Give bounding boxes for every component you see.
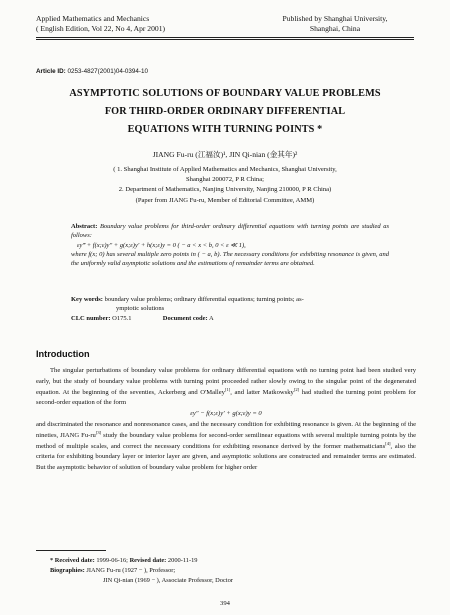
footnote-rule bbox=[36, 550, 106, 551]
article-id-value: 0253-4827(2001)04-0394-10 bbox=[67, 68, 149, 75]
affiliation-1: ( 1. Shanghai Institute of Applied Mathematics and Mechanics, Shanghai University, bbox=[113, 166, 337, 173]
keywords-label: Key words: bbox=[71, 296, 103, 303]
paragraph-1-text-c: had studied the turning point problem for second-order equation of the form bbox=[36, 388, 417, 407]
document-code-label: Document code: bbox=[162, 315, 208, 322]
header-rule-top bbox=[36, 37, 414, 38]
paragraph-1-text-b: , and latter Matkowsky bbox=[230, 388, 294, 396]
section-heading: Introduction bbox=[36, 349, 90, 359]
citation-2: [2] bbox=[293, 386, 300, 392]
citation-3: [3] bbox=[95, 429, 102, 435]
biography-2: JIN Qi-nian (1969 − ), Associate Professor, Doctor bbox=[103, 577, 233, 584]
revised-label: Revised date: bbox=[129, 557, 167, 564]
abstract-equation: εy‴ + f(x;ε)y″ + g(x;ε)y′ + h(x;ε)y = 0 ( − a < x < b, 0 < ε ≪ 1), bbox=[77, 241, 246, 249]
citation-1: [1] bbox=[224, 386, 231, 392]
paragraph-2-text: and discriminated the resonance and nonresonance cases, and the necessary condition for exhibiting resonance is given. At the beginning of the nineties, JIANG Fu-ru bbox=[36, 420, 416, 439]
title-line-2: FOR THIRD-ORDER ORDINARY DIFFERENTIAL bbox=[104, 106, 346, 117]
keywords-continued: ymptotic solutions bbox=[116, 305, 165, 313]
document-code-value: A bbox=[208, 315, 214, 322]
paragraph-2-text-c: , also the criteria for exhibiting boundary layer or interior layer are given, and asymptotic solutions are constructed and remainder terms are estimated. But the asymptotic behavior of solution of boundary value problem for higher order bbox=[36, 442, 416, 472]
paragraph-2 bbox=[36, 421, 416, 471]
journal-header bbox=[36, 14, 226, 34]
journal-issue: ( English Edition, Vol 22, No 4, Apr 2001) bbox=[36, 24, 166, 33]
publisher-name: Published by Shanghai University, bbox=[282, 14, 388, 23]
publisher-header bbox=[260, 14, 410, 34]
abstract-body: where f(x; 0) has several multiple zero points in ( − a, b). The necessary conditions for exhibiting resonance is given, and the uniformly valid asymptotic solutions and the estimations of remainder terms are obtained. bbox=[71, 250, 389, 268]
biography-line-1 bbox=[50, 566, 233, 576]
body-text bbox=[36, 366, 416, 474]
received-date: 1999-06-16; bbox=[96, 557, 128, 564]
paragraph-1-text: The singular perturbations of boundary value problems for ordinary differential equations with no turning point had been studied very early, but the study of boundary value problems with turning point proceeded rather slowly owing to the singular point of the degenerated equation. At the beginning of the seventies, Ackerberg and O'Malley bbox=[36, 367, 416, 396]
body-equation: εy″ − f(x;ε)y′ + g(x;ε)y = 0 bbox=[190, 410, 262, 418]
keywords bbox=[71, 295, 389, 314]
clc-label: CLC number: bbox=[71, 315, 111, 322]
revised-date: 2000-11-19 bbox=[167, 557, 198, 564]
citation-4: [4] bbox=[385, 440, 391, 446]
paragraph-1 bbox=[36, 366, 416, 409]
article-id bbox=[36, 68, 148, 75]
editor-note: (Paper from JIANG Fu-ru, Member of Editorial Committee, AMM) bbox=[135, 196, 315, 204]
article-id-label: Article ID: bbox=[36, 68, 66, 75]
journal-name: Applied Mathematics and Mechanics bbox=[36, 14, 150, 23]
authors: JIANG Fu-ru (江福汝)¹, JIN Qi-nian (金其年)² bbox=[152, 150, 298, 159]
page-number: 394 bbox=[220, 600, 230, 607]
title-line-3: EQUATIONS WITH TURNING POINTS * bbox=[127, 124, 323, 135]
footnote bbox=[50, 556, 233, 586]
abstract-label: Abstract: bbox=[71, 223, 98, 230]
paper-title bbox=[40, 85, 410, 139]
biography-1: JIANG Fu-ru (1927 − ), Professor; bbox=[86, 567, 176, 574]
header-rule-bottom bbox=[36, 39, 414, 40]
keywords-text: boundary value problems; ordinary differential equations; turning points; as- bbox=[104, 296, 304, 303]
clc-value: O175.1 bbox=[112, 315, 132, 322]
abstract-intro: Boundary value problems for third-order ordinary differential equations with turning points are studied as follows: bbox=[71, 223, 390, 240]
abstract bbox=[71, 222, 389, 268]
title-line-1: ASYMPTOTIC SOLUTIONS OF BOUNDARY VALUE PROBLEMS bbox=[69, 88, 381, 99]
dates-line bbox=[50, 556, 233, 566]
biographies-label: Biographies: bbox=[50, 567, 85, 574]
received-label: * Received date: bbox=[50, 557, 95, 564]
affiliation-2: 2. Department of Mathematics, Nanjing University, Nanjing 210000, P R China) bbox=[118, 186, 332, 194]
classification bbox=[71, 315, 214, 322]
publisher-location: Shanghai, China bbox=[309, 24, 361, 33]
paragraph-2-text-b: study the boundary value problems for second-order semilinear equations with several multiple turning points by the method of multiple scales, and correct the necessary conditions for exhibiting resonance derived by the former mathematicians bbox=[36, 431, 417, 450]
affiliation-1-city: Shanghai 200072, P R China; bbox=[186, 176, 264, 184]
affiliations bbox=[60, 165, 390, 206]
